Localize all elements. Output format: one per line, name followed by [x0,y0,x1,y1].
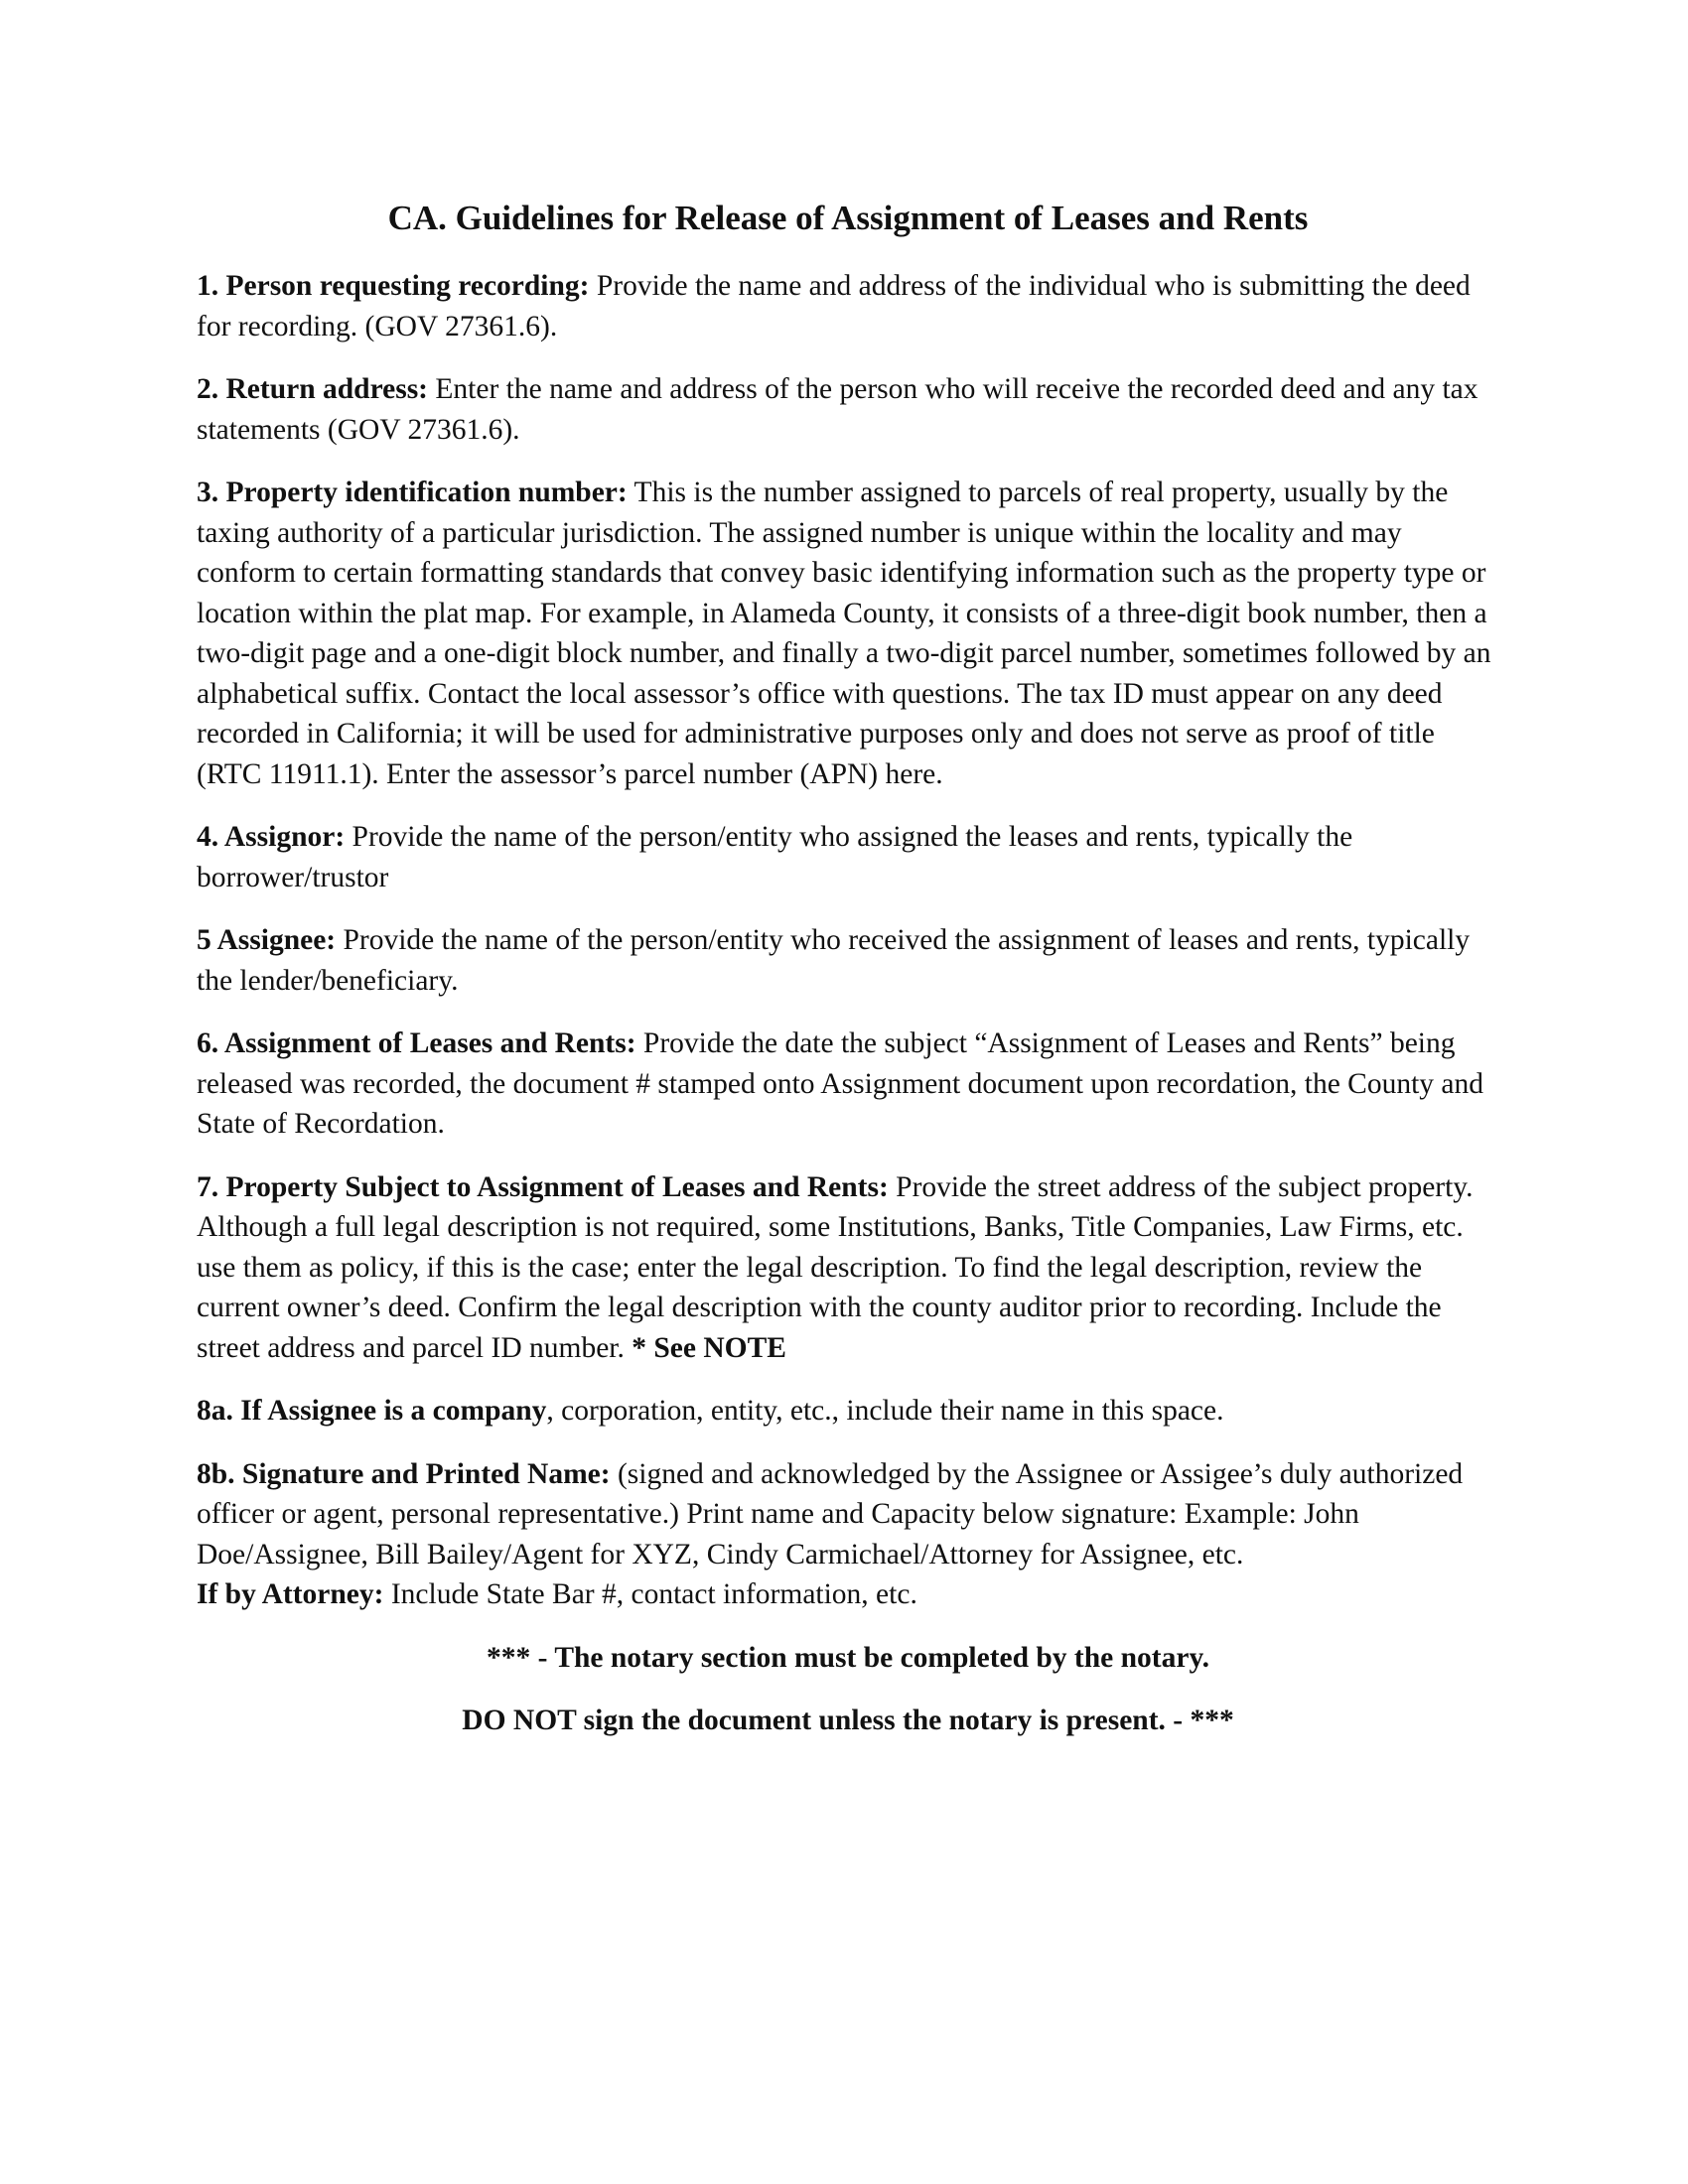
item-assignment-of-leases-and-rents [197,1024,1499,1145]
item-label: 8b. Signature and Printed Name: [197,1457,611,1490]
page-title: CA. Guidelines for Release of Assignment of Leases and Rents [387,199,1309,237]
item-signature-printed-name [197,1454,1499,1575]
item-text: , corporation, entity, etc., include their name in this space. [546,1395,1224,1427]
item-text: Enter the name and address of the person who will receive the recorded deed and any tax statements (GOV 27361.6). [197,373,1478,446]
item-property-subject [197,1167,1499,1369]
item-label: 3. Property identification number: [197,477,628,508]
item-text: Provide the name of the person/entity who assigned the leases and rents, typically the borrower/trustor [197,821,1353,893]
item-text: Include State Bar #, contact information, etc. [383,1578,917,1610]
item-label: 8a. If Assignee is a company [197,1395,547,1427]
item-text: Provide the date the subject “Assignment of Leases and Rents” being released was recorded, the document # stamped onto Assignment document upon recordation, the County and State of Recordation. [197,1027,1484,1140]
item-text: This is the number assigned to parcels of real property, usually by the taxing authority of a particular jurisdiction. The assigned number is unique within the locality and may conform to certain formatting standards that convey basic identifying information such as the property type or location within the plat map. For example, in Alameda County, it consists of a three-digit book number, then a two-digit page and a one-digit block number, and finally a two-digit parcel number, sometimes followed by an alphabetical suffix. Contact the local assessor’s office with questions. The tax ID must appear on any deed recorded in California; it will be used for administrative purposes only and does not serve as proof of title (RTC 11911.1). Enter the assessor’s parcel number (APN) here. [197,477,1491,790]
item-label: 6. Assignment of Leases and Rents: [197,1027,636,1059]
item-label: 5 Assignee: [197,924,337,956]
item-if-by-attorney [197,1574,1499,1615]
item-assignee [197,920,1499,1001]
notary-notice: *** - The notary section must be completed by the notary. [487,1641,1209,1674]
item-assignee-company [197,1391,1499,1432]
see-note-reference: * See NOTE [632,1331,786,1364]
item-text: Provide the name and address of the individual who is submitting the deed for recording. (GOV 27361.6). [197,270,1471,342]
item-label: If by Attorney: [197,1578,384,1610]
item-person-requesting-recording [197,266,1499,346]
item-label: 7. Property Subject to Assignment of Leases and Rents: [197,1170,889,1203]
item-text: Provide the street address of the subject property. Although a full legal description is not required, some Institutions, Banks, Title Companies, Law Firms, etc. use them as policy, if this is the case; enter the legal description. To find the legal description, review the current owner’s deed. Confirm the legal description with the county auditor prior to recording. Include the street address and parcel ID number. [197,1170,1474,1364]
item-assignor [197,817,1499,897]
item-return-address [197,369,1499,450]
item-property-identification-number [197,473,1499,794]
item-label: 1. Person requesting recording: [197,270,590,302]
item-text: (signed and acknowledged by the Assignee or Assigee’s duly authorized officer or agent, personal representative.) Print name and Capacity below signature: Example: John Doe/Assignee, Bill Bailey/Agent for XYZ, Cindy Carmichael/Attorney for Assignee, etc. [197,1457,1464,1570]
item-label: 2. Return address: [197,373,429,405]
item-text: Provide the name of the person/entity who received the assignment of leases and rents, typically the lender/beneficiary. [197,924,1471,997]
item-label: 4. Assignor: [197,821,346,853]
do-not-sign-notice: DO NOT sign the document unless the notary is present. - *** [462,1705,1234,1736]
